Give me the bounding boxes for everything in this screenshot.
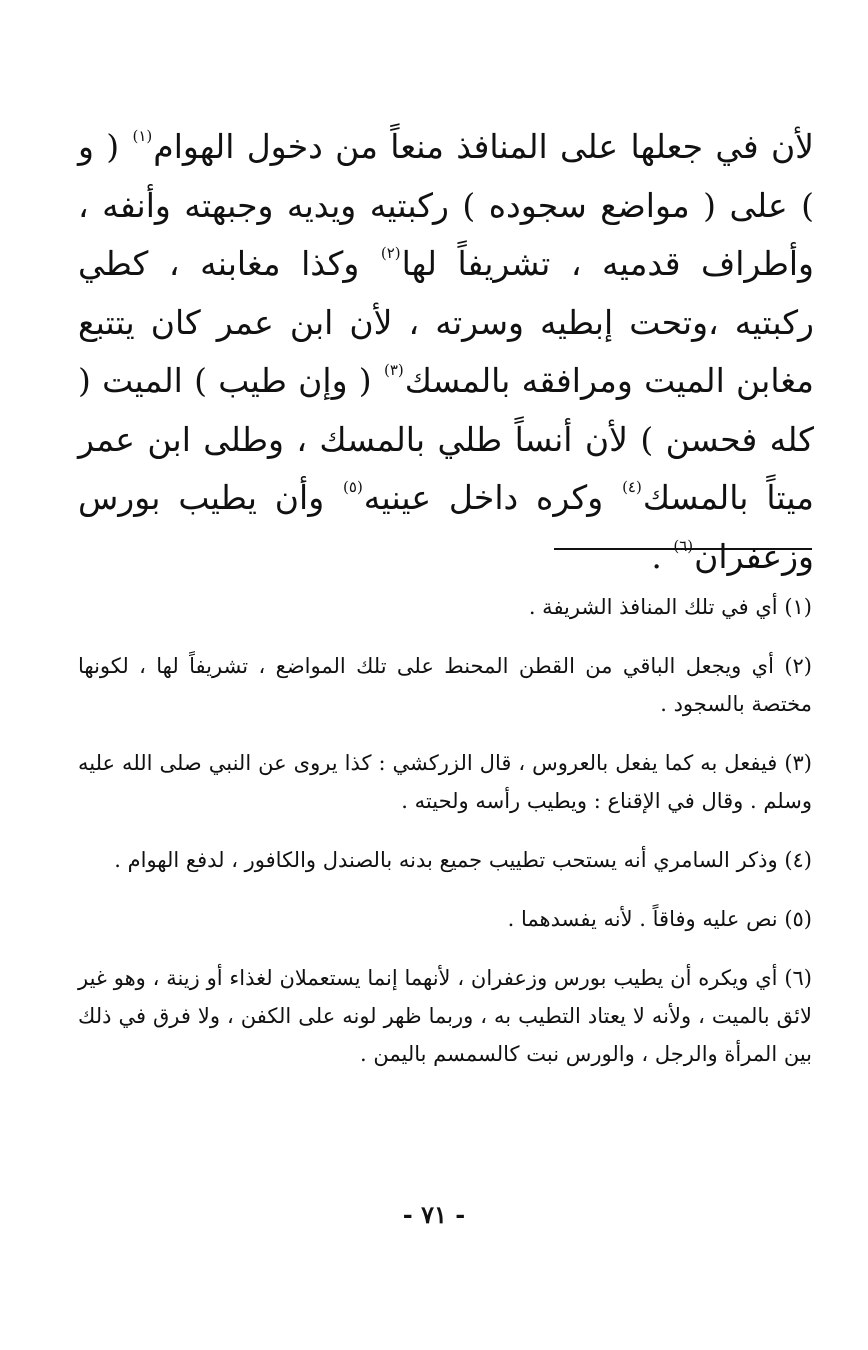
main-text-segment: لأن في جعلها على المنافذ منعاً من دخول الهوام [153,127,814,166]
footnote-marker: (٣) [383,361,404,379]
main-text-segment: ( وإن طيب ) الميت ( كله فحسن ) لأن أنساً طلي بالمسك ، وطلى ابن عمر ميتاً بالمسك [78,361,814,517]
footnotes [78,588,812,1094]
footnote-marker: (٢) [380,244,401,262]
footnote-separator [554,548,812,550]
main-text-segment: وكره داخل عينيه [363,478,622,517]
main-text-segment: وأن يطيب بورس وزعفران [78,478,814,576]
footnote-marker: (٥) [343,478,363,496]
footnote: (٥) نص عليه وفاقاً . لأنه يفسدهما . [507,907,812,931]
footnote-marker: (٦) [673,536,694,555]
page-number: - ٧١ - [402,1200,466,1229]
main-text-segment: . [651,536,673,576]
footnote: (١) أي في تلك المنافذ الشريفة . [528,595,812,619]
footnote: (٦) أي ويكره أن يطيب بورس وزعفران ، لأنهما إنما يستعملان لغذاء أو زينة ، وهو غير لائق بالميت ، ولأنه لا يعتاد التطيب به ، وربما ظهر لونه على الكفن ، ولا فرق في ذلك بين المرأة والرجل ، والورس نبت كالسمسم باليمن . [78,966,812,1066]
footnote: (٤) وذكر السامري أنه يستحب تطييب جميع بدنه بالصندل والكافور ، لدفع الهوام . [114,848,812,872]
footnote: (٢) أي ويجعل الباقي من القطن المحنط على تلك المواضع ، تشريفاً لها ، لكونها مختصة بالسجود . [78,654,812,716]
footnote-marker: (٤) [622,478,642,496]
main-text [78,118,814,586]
footnote: (٣) فيفعل به كما يفعل بالعروس ، قال الزركشي : كذا يروى عن النبي صلى الله عليه وسلم . وقال في الإقناع : ويطيب رأسه ولحيته . [78,751,812,813]
main-text-segment: وكذا مغابنه ، كطي ركبتيه ،وتحت إبطيه وسرته ، لأن ابن عمر كان يتتبع مغابن الميت ومرافقه بالمسك [78,244,814,400]
main-text-segment: ( و ) على ( مواضع سجوده ) ركبتيه ويديه وجبهته وأنفه ، وأطراف قدميه ، تشريفاً لها [78,127,814,283]
footnote-marker: (١) [132,127,153,145]
